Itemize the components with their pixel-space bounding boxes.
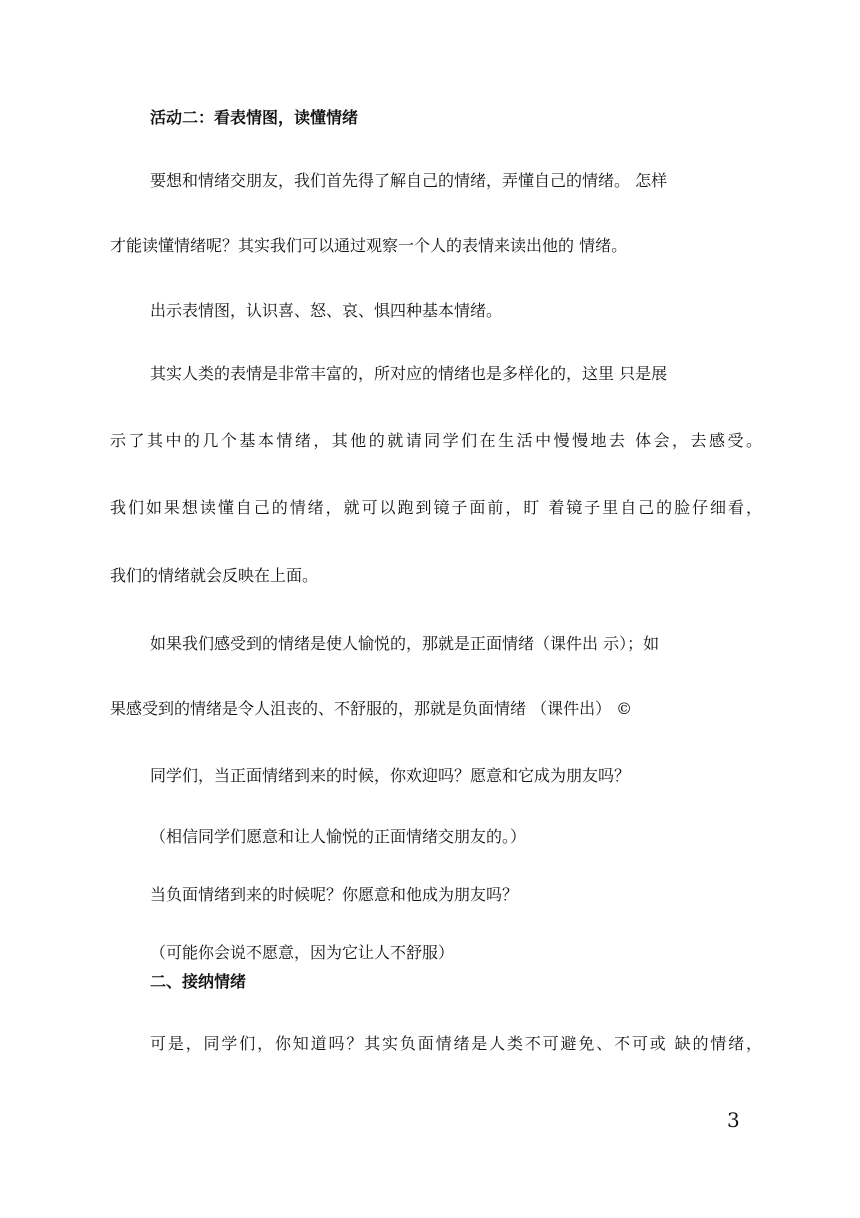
paragraph-line: 果感受到的情绪是令人沮丧的、不舒服的，那就是负面情绪 （课件出） © bbox=[110, 699, 633, 718]
paragraph-line: 我们如果想读懂自己的情绪，就可以跑到镜子面前，盯 着镜子里自己的脸仔细看， bbox=[110, 498, 762, 517]
question-line: 当负面情绪到来的时候呢？你愿意和他成为朋友吗？ bbox=[150, 885, 519, 904]
paragraph-line: 示了其中的几个基本情绪，其他的就请同学们在生活中慢慢地去 体会，去感受。 bbox=[110, 431, 762, 450]
paragraph-line: 可是，同学们，你知道吗？其实负面情绪是人类不可避免、不可或 缺的情绪， bbox=[150, 1034, 762, 1053]
answer-line: （可能你会说不愿意，因为它让人不舒服） bbox=[150, 943, 455, 962]
section-heading: 二、接纳情绪 bbox=[150, 972, 247, 991]
paragraph-line: 其实人类的表情是非常丰富的，所对应的情绪也是多样化的，这里 只是展 bbox=[150, 364, 668, 383]
answer-line: （相信同学们愿意和让人愉悦的正面情绪交朋友的。） bbox=[150, 827, 527, 846]
paragraph-line: 出示表情图，认识喜、怒、哀、惧四种基本情绪。 bbox=[150, 301, 503, 320]
paragraph-line: 如果我们感受到的情绪是使人愉悦的，那就是正面情绪（课件出 示）；如 bbox=[150, 634, 660, 653]
activity-heading: 活动二：看表情图，读懂情绪 bbox=[150, 108, 359, 127]
question-line: 同学们，当正面情绪到来的时候，你欢迎吗？愿意和它成为朋友吗？ bbox=[150, 766, 631, 785]
paragraph-line: 才能读懂情绪呢？其实我们可以通过观察一个人的表情来读出他的 情绪。 bbox=[110, 236, 628, 255]
paragraph-line: 要想和情绪交朋友，我们首先得了解自己的情绪，弄懂自己的情绪。 怎样 bbox=[150, 171, 668, 190]
page-number: 3 bbox=[727, 1108, 740, 1132]
paragraph-line: 我们的情绪就会反映在上面。 bbox=[110, 566, 319, 585]
